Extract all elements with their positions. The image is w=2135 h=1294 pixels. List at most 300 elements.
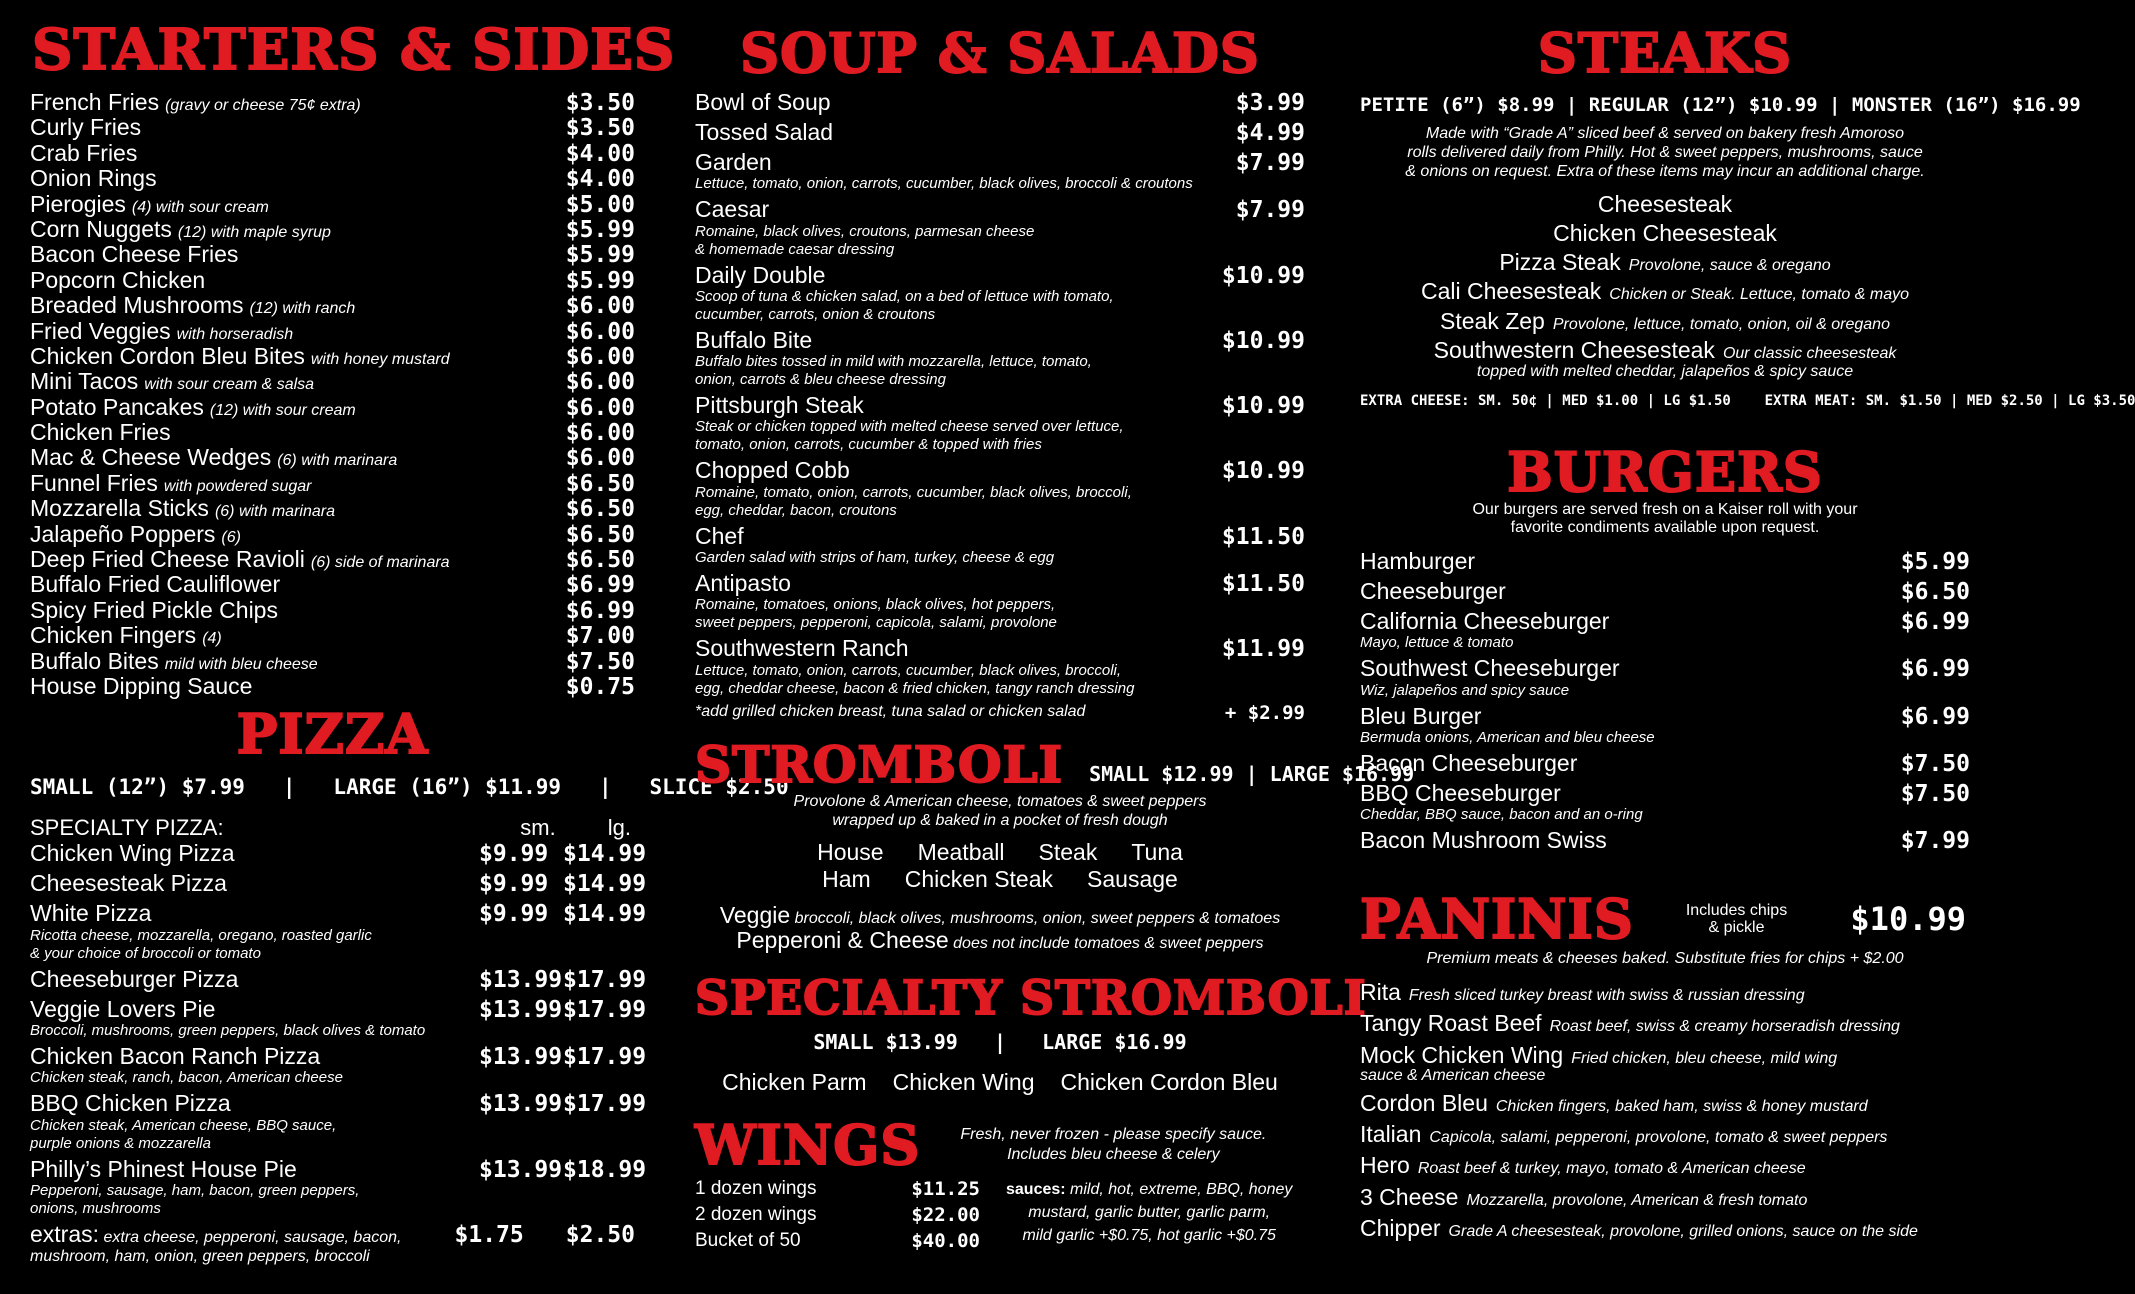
pizza-item	[30, 995, 647, 1040]
item-name: Steak Zep	[1440, 307, 1545, 334]
item-name: Italian	[1360, 1121, 1422, 1148]
item-price: $10.99	[1221, 262, 1305, 289]
item-name: Cheeseburger	[1360, 577, 1506, 604]
burgers-list	[1360, 549, 1970, 854]
item-note: (gravy or cheese 75¢ extra)	[165, 97, 361, 114]
starters-list	[30, 90, 635, 699]
veggie-name: Veggie	[719, 901, 791, 928]
burger-item	[1360, 781, 1970, 824]
burger-item	[1360, 609, 1970, 652]
paninis-header	[1360, 887, 1970, 952]
burgers-desc: Our burgers are served fresh on a Kaiser roll with your favorite condiments available upon request.	[1472, 500, 1858, 536]
burger-item	[1360, 751, 1970, 777]
item-desc: Steak or chicken topped with melted cheese served over lettuce, tomato, onion, carrots, cucumber & topped with fries	[695, 418, 1124, 454]
item-price: $22.00	[911, 1203, 980, 1226]
item-name: Cheesesteak	[1597, 190, 1733, 217]
item-note: Grade A cheesesteak, provolone, grilled onions, sauce on the side	[1448, 1223, 1918, 1240]
stromboli-option: Ham	[822, 866, 871, 893]
starter-item	[30, 192, 635, 217]
starter-item	[30, 242, 635, 267]
starter-item	[30, 522, 635, 547]
item-price: $7.50	[1900, 780, 1970, 807]
item-name: Southwestern Cheesesteak	[1433, 337, 1715, 364]
item-name: Garden	[695, 149, 772, 175]
starter-item	[30, 293, 635, 318]
large-price: $14.99	[563, 871, 647, 898]
item-name: Chicken Cheesesteak	[1553, 219, 1777, 246]
item-name: Cheeseburger Pizza	[30, 965, 239, 992]
item-price: $4.00	[565, 166, 635, 193]
stromboli-option: House	[817, 839, 884, 866]
item-name: Buffalo Fried Cauliflower	[30, 571, 281, 598]
item-desc: Garden salad with strips of ham, turkey, cheese & egg	[695, 549, 1055, 567]
item-price: $0.75	[565, 673, 635, 700]
item-desc: Romaine, tomatoes, onions, black olives, hot peppers, sweet peppers, pepperoni, capicola, salami, provolone	[695, 596, 1057, 632]
item-price: $5.99	[565, 242, 635, 269]
item-name: Cordon Bleu	[1360, 1089, 1488, 1116]
starters-title: STARTERS & SIDES	[32, 17, 676, 83]
item-desc: Buffalo bites tossed in mild with mozzarella, lettuce, tomato, onion, carrots & bleu cheese dressing	[695, 353, 1092, 389]
item-name: Philly’s Phinest House Pie	[30, 1155, 297, 1182]
starter-item	[30, 319, 635, 344]
item-name: Bleu Burger	[1360, 702, 1482, 729]
burger-item	[1360, 704, 1970, 747]
stromboli-option: Chicken Steak	[904, 866, 1054, 893]
burger-item	[1360, 549, 1970, 575]
wings-title: WINGS	[695, 1112, 921, 1177]
starter-item	[30, 395, 635, 420]
item-desc: Chicken steak, American cheese, BBQ sauce, purple onions & mozzarella	[30, 1116, 337, 1152]
specialty-stromboli-option: Chicken Parm	[722, 1069, 867, 1096]
specialty-pizza-label: SPECIALTY PIZZA:	[30, 815, 224, 841]
item-name: Southwest Cheeseburger	[1360, 655, 1620, 682]
item-price: $6.00	[565, 343, 635, 370]
sauces-list: mild, hot, extreme, BBQ, honey mustard, garlic butter, garlic parm, mild garlic +$0.75, hot garlic +$0.75	[1022, 1180, 1293, 1244]
item-price: $4.99	[1235, 120, 1305, 146]
steak-item	[1360, 250, 1970, 275]
starter-item	[30, 344, 635, 369]
item-name: Mock Chicken Wing	[1360, 1041, 1564, 1068]
stromboli-veggie	[695, 903, 1305, 928]
item-note: Fresh sliced turkey breast with swiss & russian dressing	[1408, 987, 1805, 1005]
paninis-desc: Premium meats & cheeses baked. Substitute fries for chips + $2.00	[1426, 950, 1904, 968]
item-desc: Bermuda onions, American and bleu cheese	[1360, 728, 1655, 746]
extras-desc: extra cheese, pepperoni, sausage, bacon, mushroom, ham, onion, green peppers, broccoli	[30, 1228, 402, 1266]
steak-item	[1360, 309, 1970, 334]
wings-header	[695, 1112, 1305, 1177]
steak-item	[1360, 221, 1970, 246]
item-name: 1 dozen wings	[695, 1177, 817, 1199]
pizza-sizes: SMALL (12”) $7.99 | LARGE (16”) $11.99 | SLICE $2.50	[30, 775, 789, 800]
item-price: $11.99	[1221, 636, 1305, 663]
large-price: $17.99	[563, 996, 647, 1023]
large-label: lg.	[607, 815, 631, 841]
item-price: $6.00	[565, 420, 635, 447]
salad-item	[695, 150, 1305, 193]
item-name: Southwestern Ranch	[695, 635, 909, 662]
specialty-stromboli-title: SPECIALTY STROMBOLI	[695, 971, 1367, 1027]
starter-item	[30, 268, 635, 293]
item-note: (6) side of marinara	[310, 554, 450, 572]
stromboli-option: Meatball	[917, 839, 1005, 866]
large-price: $14.99	[563, 841, 647, 868]
salad-item	[695, 197, 1305, 258]
pizza-extras	[30, 1222, 635, 1266]
item-price: $6.50	[565, 470, 635, 497]
item-price: $7.50	[1900, 750, 1970, 777]
small-price: $13.99	[479, 1156, 563, 1183]
item-price: $7.99	[1235, 150, 1305, 176]
item-price: $6.99	[1900, 703, 1970, 730]
item-note: with honey mustard	[310, 350, 450, 368]
item-desc: Lettuce, tomato, onion, carrots, cucumber, black olives, broccoli & croutons	[695, 175, 1193, 193]
item-note: with powdered sugar	[163, 477, 312, 495]
item-note: (12) with maple syrup	[177, 223, 331, 241]
addon-price: + $2.99	[1224, 701, 1305, 724]
item-note: Mozzarella, provolone, American & fresh tomato	[1466, 1191, 1808, 1209]
item-name: Buffalo Bites	[30, 647, 159, 674]
starter-item	[30, 445, 635, 470]
extras-small-price: $1.75	[454, 1221, 524, 1248]
item-name: Mini Tacos	[30, 368, 139, 395]
steaks-extras: EXTRA CHEESE: SM. 50¢ | MED $1.00 | LG $1.50 EXTRA MEAT: SM. $1.50 | MED $2.50 | LG $3.50	[1360, 392, 2135, 409]
item-name: Chipper	[1360, 1215, 1441, 1241]
starter-item	[30, 471, 635, 496]
paninis-list	[1360, 980, 1970, 1241]
extras-label: extras:	[30, 1220, 100, 1247]
starter-item	[30, 496, 635, 521]
item-name: Curly Fries	[30, 114, 142, 141]
steaks-title: STEAKS	[1537, 21, 1793, 85]
small-price: $13.99	[479, 1091, 563, 1118]
extras-large-price: $2.50	[565, 1221, 635, 1248]
wings-item	[695, 1204, 980, 1226]
starter-item	[30, 369, 635, 394]
wings-note: Fresh, never frozen - please specify sauce. Includes bleu cheese & celery	[960, 1126, 1267, 1163]
stromboli-desc: Provolone & American cheese, tomatoes & sweet peppers wrapped up & baked in a pocket of fresh dough	[793, 792, 1207, 829]
item-name: Spicy Fried Pickle Chips	[30, 596, 278, 623]
salad-item	[695, 263, 1305, 324]
item-price: $6.00	[565, 394, 635, 421]
item-name: French Fries	[30, 89, 160, 115]
item-note: Our classic cheesesteak topped with melted cheddar, jalapeños & spicy sauce	[1476, 345, 1897, 381]
sauces-label: sauces:	[1006, 1180, 1066, 1198]
specialty-pizza-header	[30, 815, 635, 841]
item-name: House Dipping Sauce	[30, 672, 253, 699]
paninis-price: $10.99	[1850, 900, 1966, 939]
stromboli-title: STROMBOLI	[695, 734, 1064, 794]
burger-item	[1360, 656, 1970, 699]
item-name: Mozzarella Sticks	[30, 495, 209, 522]
item-name: Bacon Cheeseburger	[1360, 749, 1578, 776]
steak-item	[1360, 338, 1970, 381]
item-name: Chicken Wing Pizza	[30, 840, 235, 867]
small-price: $9.99	[479, 871, 549, 898]
item-note: Roast beef & turkey, mayo, tomato & American cheese	[1417, 1160, 1806, 1178]
item-name: Chicken Bacon Ranch Pizza	[30, 1042, 321, 1069]
stromboli-sizes: SMALL $12.99 | LARGE $16.99	[1089, 761, 1415, 786]
item-name: Crab Fries	[30, 139, 138, 166]
item-note: Provolone, lettuce, tomato, onion, oil & oregano	[1552, 315, 1890, 333]
panini-item	[1360, 1091, 1970, 1116]
pepperoni-desc: does not include tomatoes & sweet peppers	[953, 934, 1264, 952]
panini-item	[1360, 1122, 1970, 1147]
item-name: Funnel Fries	[30, 469, 158, 496]
item-note: mild with bleu cheese	[164, 655, 318, 673]
item-desc: Cheddar, BBQ sauce, bacon and an o-ring	[1360, 806, 1643, 824]
item-price: $11.25	[911, 1177, 980, 1200]
item-note: with sour cream & salsa	[144, 376, 315, 394]
item-price: $6.00	[565, 369, 635, 396]
starter-item	[30, 572, 635, 597]
item-price: $6.00	[565, 318, 635, 345]
item-name: Pizza Steak	[1499, 249, 1621, 276]
column-steaks-burgers-paninis	[1360, 0, 2135, 1294]
panini-item	[1360, 1216, 1970, 1241]
item-name: Popcorn Chicken	[30, 266, 206, 293]
pizza-item	[30, 1155, 647, 1218]
item-name: Potato Pancakes	[30, 393, 204, 420]
wings-body	[695, 1178, 1305, 1256]
item-note: (6) with marinara	[277, 452, 398, 470]
item-price: $6.00	[565, 293, 635, 320]
stromboli-header	[695, 734, 1415, 794]
starter-item	[30, 547, 635, 572]
item-name: Rita	[1360, 979, 1401, 1006]
item-desc: Mayo, lettuce & tomato	[1360, 634, 1514, 652]
large-price: $17.99	[563, 1043, 647, 1070]
salad-item	[695, 90, 1305, 116]
item-price: $3.99	[1235, 90, 1305, 116]
item-note: Provolone, sauce & oregano	[1628, 257, 1831, 275]
salad-item	[695, 120, 1305, 146]
steak-item	[1360, 279, 1970, 304]
pizza-title: PIZZA	[236, 702, 429, 767]
steaks-sizes: PETITE (6”) $8.99 | REGULAR (12”) $10.99 | MONSTER (16”) $16.99	[1360, 94, 2081, 116]
pepperoni-name: Pepperoni & Cheese	[736, 926, 949, 953]
large-price: $18.99	[563, 1156, 647, 1183]
small-price: $13.99	[479, 1043, 563, 1070]
item-name: Hero	[1360, 1152, 1410, 1179]
starter-item	[30, 217, 635, 242]
salad-item	[695, 636, 1305, 697]
wings-list	[695, 1178, 980, 1256]
large-price: $17.99	[563, 1091, 647, 1118]
salad-item	[695, 328, 1305, 389]
item-price: $6.50	[565, 496, 635, 523]
specialty-stromboli-items	[695, 1070, 1305, 1095]
specialty-stromboli-option: Chicken Wing	[892, 1069, 1035, 1096]
item-name: Bucket of 50	[695, 1229, 801, 1251]
item-desc: Ricotta cheese, mozzarella, oregano, roasted garlic & your choice of broccoli or tomato	[30, 926, 372, 962]
item-price: $7.50	[565, 648, 635, 675]
item-name: Chef	[695, 522, 744, 549]
item-note: Chicken fingers, baked ham, swiss & honey mustard	[1495, 1097, 1868, 1115]
item-desc: Romaine, tomato, onion, carrots, cucumber, black olives, broccoli, egg, cheddar, bacon, croutons	[695, 483, 1132, 519]
item-price: $5.99	[1900, 548, 1970, 575]
item-name: Fried Veggies	[30, 317, 171, 344]
item-name: Tossed Salad	[695, 119, 834, 145]
item-desc: Romaine, black olives, croutons, parmesan cheese & homemade caesar dressing	[695, 222, 1035, 258]
item-note: (12) with sour cream	[209, 401, 356, 419]
item-note: with horseradish	[176, 325, 294, 343]
item-note: (12) with ranch	[249, 300, 356, 318]
steak-item	[1360, 192, 1970, 217]
pizza-item	[30, 1042, 647, 1087]
paninis-includes: Includes chips & pickle	[1685, 901, 1788, 937]
pizza-item	[30, 840, 647, 868]
item-name: Bacon Cheese Fries	[30, 241, 239, 268]
starter-item	[30, 649, 635, 674]
veggie-desc: broccoli, black olives, mushrooms, onion, sweet peppers & tomatoes	[794, 909, 1281, 927]
item-note: (4)	[202, 630, 222, 648]
paninis-title: PANINIS	[1360, 887, 1634, 952]
large-price: $17.99	[563, 966, 647, 993]
item-desc: Broccoli, mushrooms, green peppers, black olives & tomato	[30, 1021, 426, 1039]
item-price: $6.99	[565, 597, 635, 624]
item-price: $40.00	[911, 1229, 980, 1252]
item-name: Chicken Fries	[30, 419, 171, 446]
item-name: Breaded Mushrooms	[30, 292, 244, 319]
item-price: $6.50	[565, 521, 635, 548]
item-name: 2 dozen wings	[695, 1203, 817, 1225]
panini-item	[1360, 1011, 1970, 1036]
pizza-item	[30, 965, 647, 993]
small-price: $13.99	[479, 966, 563, 993]
item-note: Fried chicken, bleu cheese, mild wing sauce & American cheese	[1360, 1049, 1838, 1085]
item-desc: Scoop of tuna & chicken salad, on a bed of lettuce with tomato, cucumber, carrots, onion & croutons	[695, 287, 1114, 323]
specialty-stromboli-option: Chicken Cordon Bleu	[1060, 1069, 1278, 1096]
stromboli-option: Sausage	[1087, 866, 1178, 893]
item-name: Chopped Cobb	[695, 457, 850, 484]
starter-item	[30, 90, 635, 115]
stromboli-option: Steak	[1038, 839, 1098, 866]
item-note: (6)	[221, 528, 241, 546]
item-name: BBQ Cheeseburger	[1360, 779, 1561, 806]
starter-item	[30, 674, 635, 699]
salad-item	[695, 524, 1305, 567]
panini-item	[1360, 1043, 1970, 1085]
item-name: Daily Double	[695, 261, 826, 288]
steaks-desc: Made with “Grade A” sliced beef & served on bakery fresh Amoroso rolls delivered daily from Philly. Hot & sweet peppers, mushrooms, sauce & onions on request. Extra of these items may incur an additional charge.	[1405, 125, 1925, 181]
item-price: $6.50	[1900, 578, 1970, 605]
item-price: $11.50	[1221, 523, 1305, 550]
salad-item	[695, 458, 1305, 519]
wings-item	[695, 1230, 980, 1252]
item-price: $6.99	[565, 572, 635, 599]
item-name: Chicken Cordon Bleu Bites	[30, 342, 305, 369]
starter-item	[30, 598, 635, 623]
wings-item	[695, 1178, 980, 1200]
item-name: Deep Fried Cheese Ravioli	[30, 546, 305, 573]
item-name: Caesar	[695, 196, 770, 223]
item-name: Hamburger	[1360, 547, 1476, 574]
item-name: Cheesesteak Pizza	[30, 870, 227, 897]
item-price: $10.99	[1221, 327, 1305, 354]
item-note: (6) with marinara	[214, 503, 335, 521]
panini-item	[1360, 980, 1970, 1005]
item-price: $7.99	[1235, 197, 1305, 224]
item-price: $5.00	[565, 191, 635, 218]
starter-item	[30, 115, 635, 140]
small-price: $9.99	[479, 841, 549, 868]
item-name: Bowl of Soup	[695, 89, 831, 115]
item-price: $6.99	[1900, 656, 1970, 683]
item-name: Onion Rings	[30, 165, 157, 192]
item-price: $4.00	[565, 140, 635, 167]
item-name: 3 Cheese	[1360, 1183, 1459, 1210]
starter-item	[30, 166, 635, 191]
stromboli-pepperoni	[695, 928, 1305, 953]
burger-item	[1360, 828, 1970, 854]
stromboli-row-2	[695, 867, 1305, 892]
item-price: $7.00	[565, 623, 635, 650]
starter-item	[30, 623, 635, 648]
item-price: $11.50	[1221, 571, 1305, 598]
item-name: White Pizza	[30, 900, 152, 927]
item-price: $6.50	[565, 547, 635, 574]
soup-addon	[695, 702, 1305, 724]
item-price: $3.50	[565, 115, 635, 142]
item-name: Pierogies	[30, 190, 126, 217]
large-price: $14.99	[563, 901, 647, 928]
item-name: Veggie Lovers Pie	[30, 995, 216, 1022]
soup-list	[695, 90, 1305, 698]
stromboli-row-1	[695, 840, 1305, 865]
pizza-item	[30, 900, 647, 962]
item-name: Bacon Mushroom Swiss	[1360, 827, 1607, 854]
item-price: $6.00	[565, 445, 635, 472]
item-price: $10.99	[1221, 458, 1305, 485]
item-name: Chicken Fingers	[30, 622, 197, 649]
item-note: Chicken or Steak. Lettuce, tomato & mayo	[1609, 286, 1909, 304]
item-note: (4) with sour cream	[131, 198, 269, 216]
item-name: BBQ Chicken Pizza	[30, 1090, 231, 1117]
item-name: Mac & Cheese Wedges	[30, 444, 272, 471]
specialty-stromboli-sizes: SMALL $13.99 | LARGE $16.99	[813, 1030, 1187, 1055]
pizza-item	[30, 870, 647, 898]
salad-item	[695, 571, 1305, 632]
item-price: $7.99	[1900, 828, 1970, 855]
item-note: Capicola, salami, pepperoni, provolone, tomato & sweet peppers	[1429, 1129, 1888, 1147]
pizza-item	[30, 1090, 647, 1152]
pizza-list	[30, 840, 647, 1217]
item-desc: Wiz, jalapeños and spicy sauce	[1360, 681, 1570, 699]
item-desc: Lettuce, tomato, onion, carrots, cucumber, black olives, broccoli, egg, cheddar cheese, bacon & fried chicken, tangy ranch dressing	[695, 661, 1135, 697]
item-name: Cali Cheesesteak	[1421, 278, 1602, 305]
panini-item	[1360, 1153, 1970, 1178]
panini-item	[1360, 1185, 1970, 1210]
soup-title: SOUP & SALADS	[740, 21, 1260, 85]
burgers-title: BURGERS	[1507, 439, 1823, 504]
item-name: Jalapeño Poppers	[30, 520, 216, 547]
wings-sauces	[1006, 1178, 1292, 1256]
stromboli-option: Tuna	[1131, 839, 1183, 866]
starter-item	[30, 141, 635, 166]
steaks-list	[1360, 192, 1970, 381]
item-note: Roast beef, swiss & creamy horseradish dressing	[1549, 1018, 1900, 1036]
small-label: sm.	[520, 815, 556, 841]
salad-item	[695, 393, 1305, 454]
item-price: $5.99	[565, 216, 635, 243]
item-name: Buffalo Bite	[695, 326, 813, 353]
item-price: $10.99	[1221, 393, 1305, 420]
item-price: $5.99	[565, 267, 635, 294]
addon-text: *add grilled chicken breast, tuna salad or chicken salad	[695, 702, 1086, 720]
small-price: $9.99	[479, 901, 549, 928]
burger-item	[1360, 579, 1970, 605]
item-desc: Pepperoni, sausage, ham, bacon, green peppers, onions, mushrooms	[30, 1181, 360, 1217]
